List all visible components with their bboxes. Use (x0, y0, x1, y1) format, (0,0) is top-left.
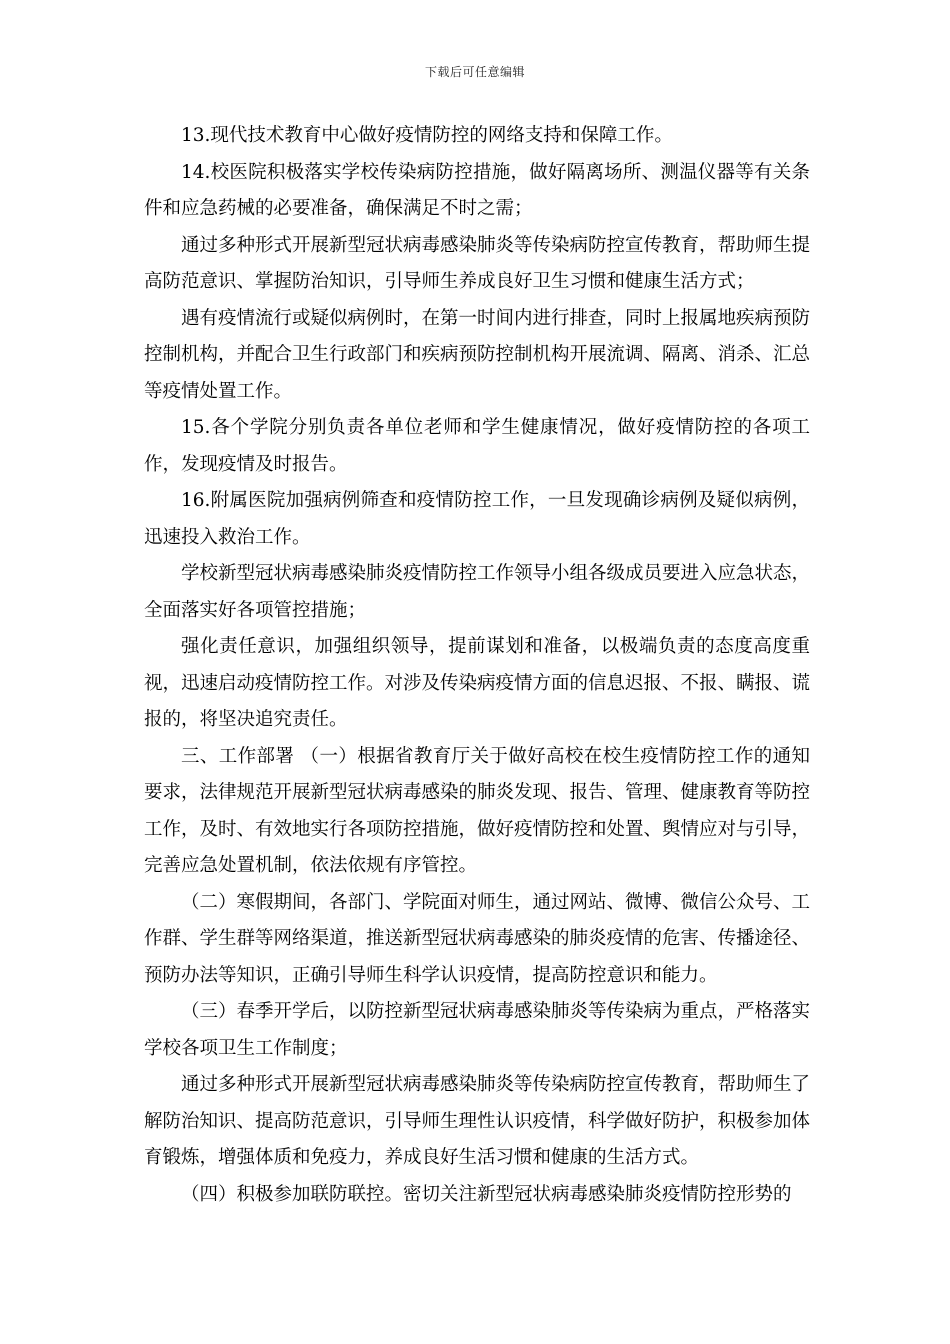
paragraph-9: 三、工作部署 （一）根据省教育厅关于做好高校在校生疫情防控工作的通知要求，法律规范开展新型冠状病毒感染的肺炎发现、报告、管理、健康教育等防控工作，及时、有效地实行各项防控措施，做好疫情防控和处置、舆情应对与引导，完善应急处置机制，依法依规有序管控。 (144, 745, 811, 876)
paragraph-3: 通过多种形式开展新型冠状病毒感染肺炎等传染病防控宣传教育，帮助师生提高防范意识、掌握防治知识，引导师生养成良好卫生习惯和健康生活方式； (144, 234, 811, 292)
paragraph-6: 16.附属医院加强病例筛查和疫情防控工作，一旦发现确诊病例及疑似病例，迅速投入救治工作。 (144, 490, 810, 548)
paragraph-12: 通过多种形式开展新型冠状病毒感染肺炎等传染病防控宣传教育，帮助师生了解防治知识、提高防范意识，引导师生理性认识疫情，科学做好防护，积极参加体育锻炼，增强体质和免疫力，养成良好生活习惯和健康的生活方式。 (144, 1074, 811, 1168)
paragraph-10: （二）寒假期间，各部门、学院面对师生，通过网站、微博、微信公众号、工作群、学生群等网络渠道，推送新型冠状病毒感染的肺炎疫情的危害、传播途径、预防办法等知识，正确引导师生科学认识疫情，提高防控意识和能力。 (144, 891, 811, 986)
document-body (144, 118, 810, 1213)
paragraph-11: （三）春季开学后，以防控新型冠状病毒感染肺炎等传染病为重点，严格落实学校各项卫生工作制度； (144, 1001, 811, 1059)
page-header: 下载后可任意编辑 (424, 65, 525, 79)
paragraph-13: （四）积极参加联防联控。密切关注新型冠状病毒感染肺炎疫情防控形势的 (181, 1183, 792, 1205)
paragraph-7: 学校新型冠状病毒感染肺炎疫情防控工作领导小组各级成员要进入应急状态，全面落实好各项管控措施； (144, 563, 811, 621)
paragraph-8: 强化责任意识，加强组织领导，提前谋划和准备，以极端负责的态度高度重视，迅速启动疫情防控工作。对涉及传染病疫情方面的信息迟报、不报、瞒报、谎报的，将坚决追究责任。 (144, 636, 811, 730)
paragraph-5: 15.各个学院分别负责各单位老师和学生健康情况，做好疫情防控的各项工作，发现疫情及时报告。 (144, 417, 810, 475)
paragraph-2: 14.校医院积极落实学校传染病防控措施，做好隔离场所、测温仪器等有关条件和应急药械的必要准备，确保满足不时之需； (144, 161, 810, 219)
paragraph-4: 遇有疫情流行或疑似病例时，在第一时间内进行排查，同时上报属地疾病预防控制机构，并配合卫生行政部门和疾病预防控制机构开展流调、隔离、消杀、汇总等疫情处置工作。 (144, 307, 811, 402)
paragraph-1: 13.现代技术教育中心做好疫情防控的网络支持和保障工作。 (181, 125, 673, 146)
